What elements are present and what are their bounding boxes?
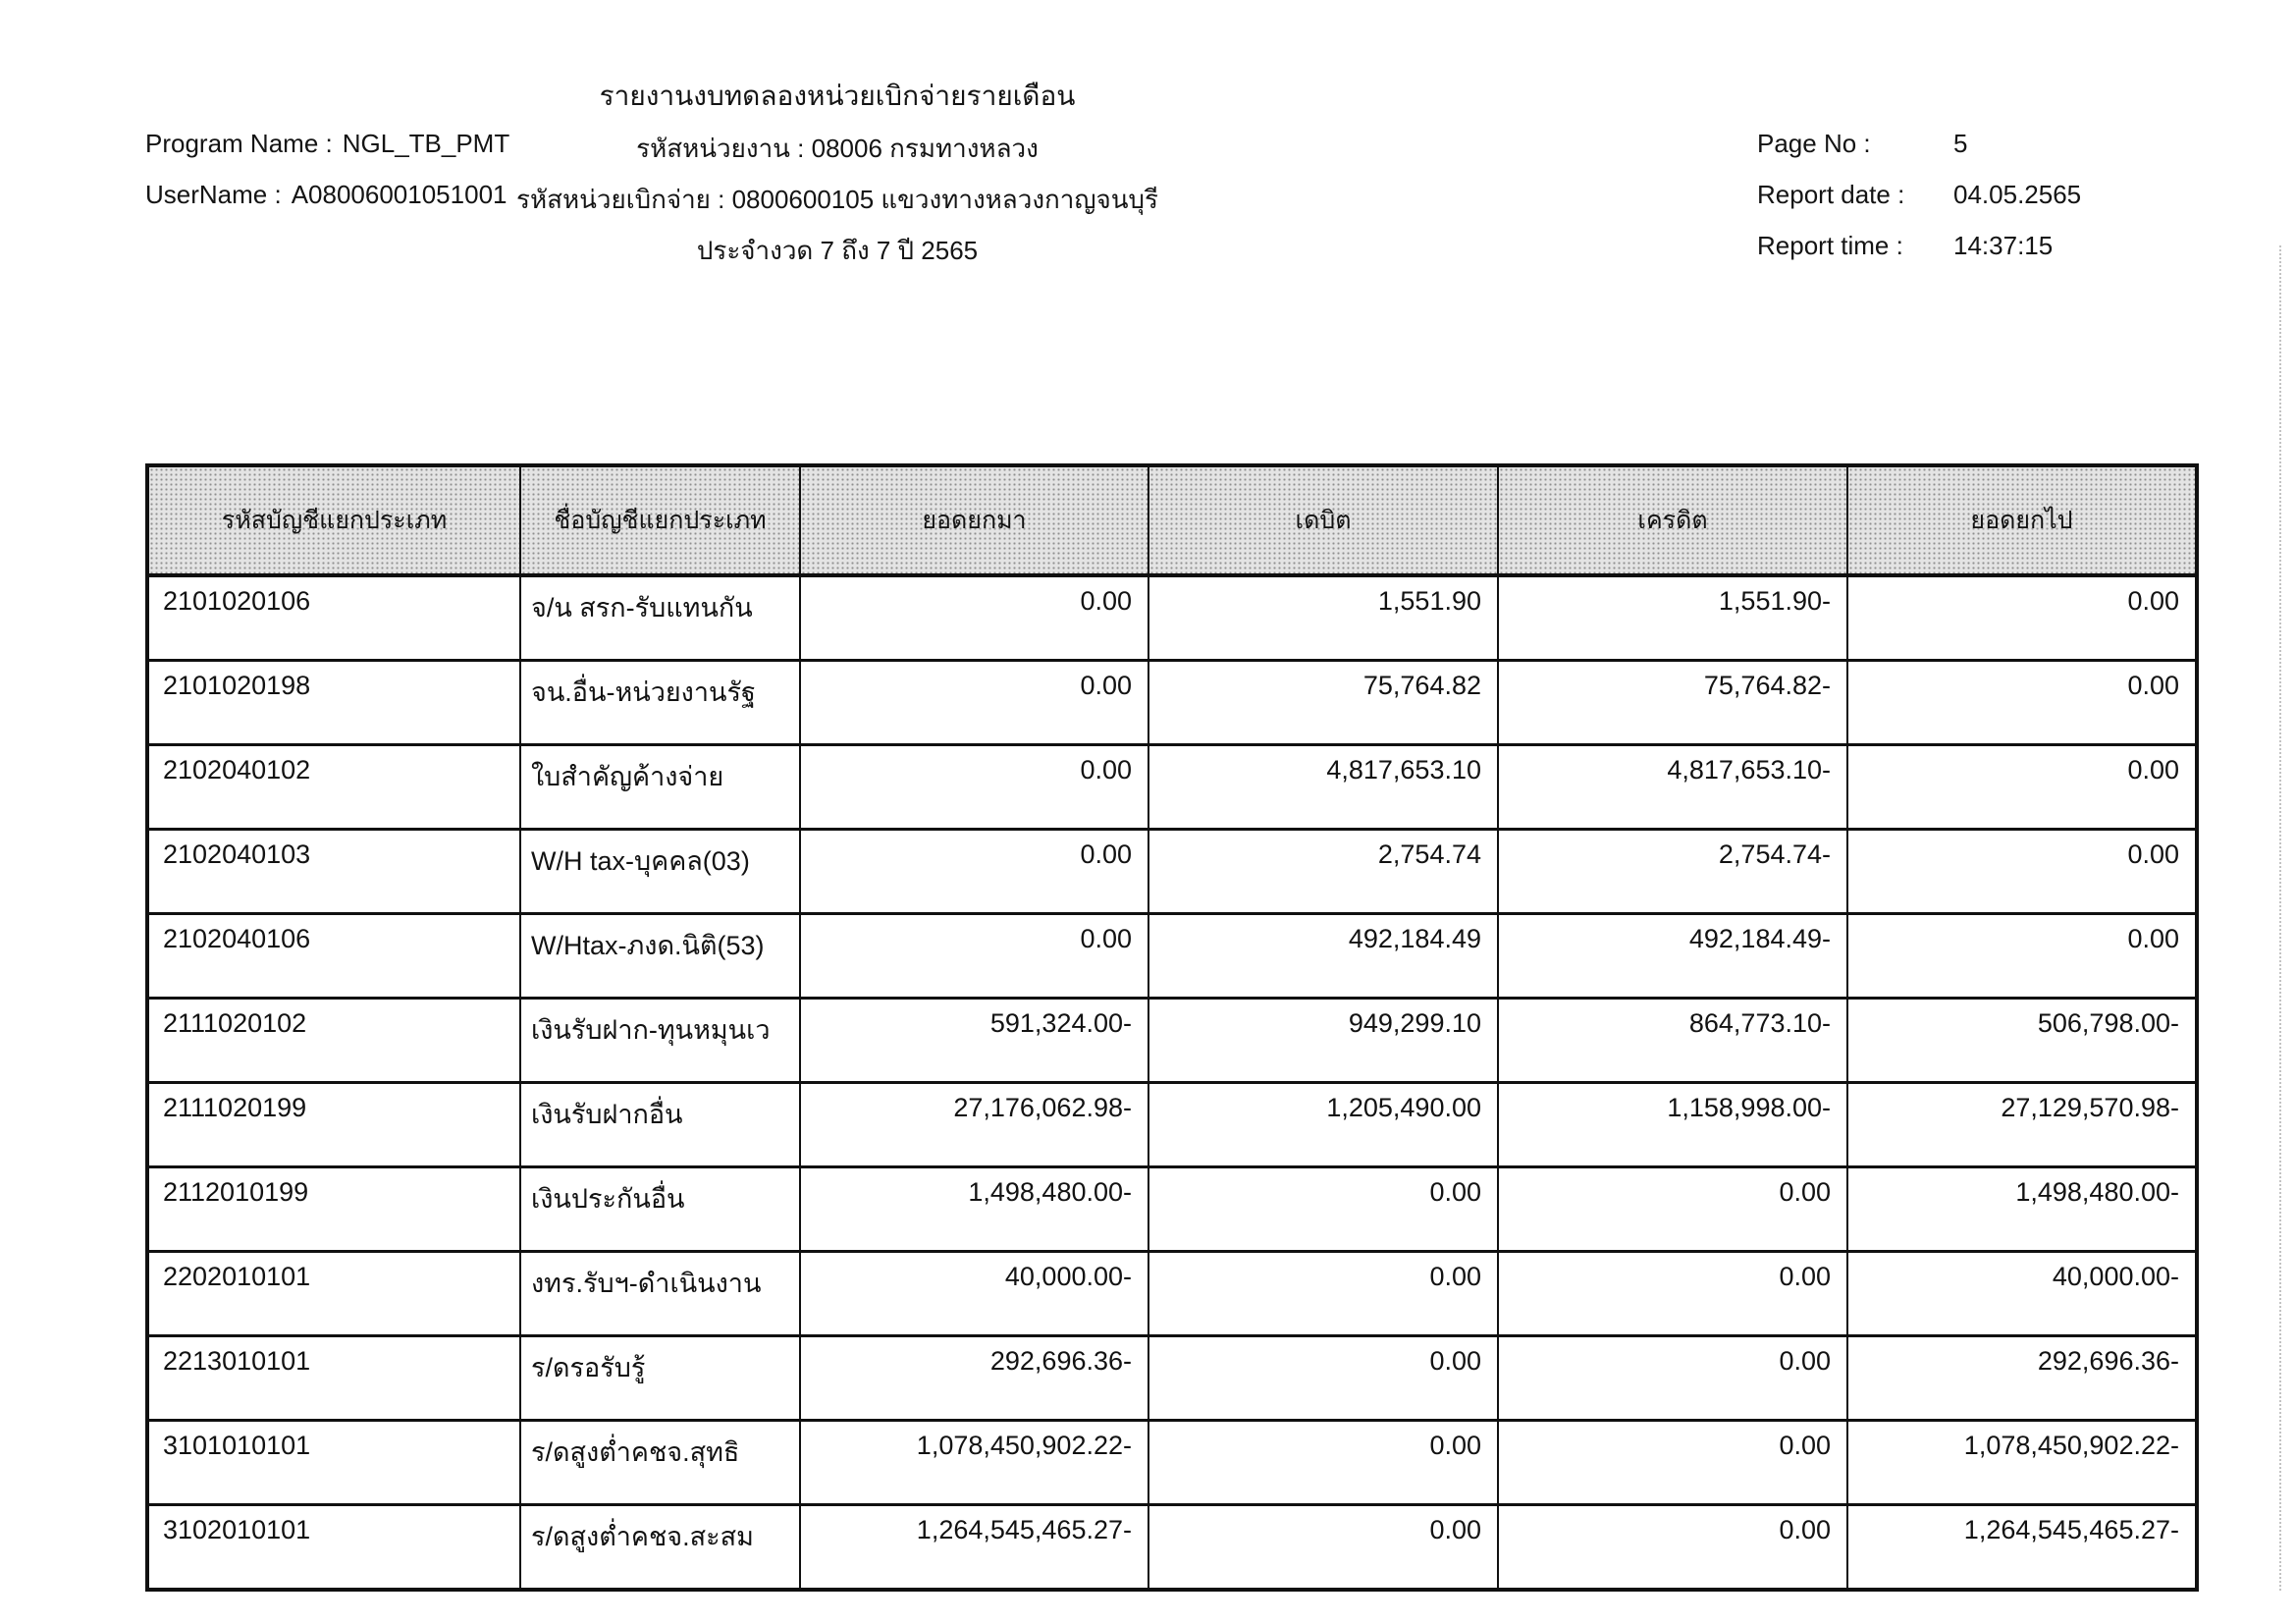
table-cell: 1,205,490.00 bbox=[1148, 1083, 1498, 1167]
report-time-line bbox=[1757, 231, 2053, 261]
table-cell: 1,551.90 bbox=[1148, 575, 1498, 661]
table-cell: W/Htax-ภงด.นิติ(53) bbox=[520, 914, 800, 999]
report-date-label: Report date : bbox=[1757, 180, 1905, 209]
table-row bbox=[147, 1083, 2197, 1167]
program-name-label: Program Name : bbox=[145, 129, 333, 158]
table-cell: 1,158,998.00- bbox=[1498, 1083, 1847, 1167]
table-row bbox=[147, 830, 2197, 914]
table-cell: 40,000.00- bbox=[1847, 1252, 2197, 1336]
disbursement-unit-line: รหัสหน่วยเบิกจ่าย : 0800600105 แขวงทางหลวงกาญจนบุรี bbox=[515, 185, 1158, 214]
table-cell: 1,264,545,465.27- bbox=[800, 1505, 1148, 1591]
page-edge-dotted-line bbox=[2279, 245, 2281, 1591]
table-cell: 0.00 bbox=[800, 745, 1148, 830]
table-cell: 864,773.10- bbox=[1498, 999, 1847, 1083]
table-cell: 0.00 bbox=[800, 830, 1148, 914]
table-cell: 1,078,450,902.22- bbox=[1847, 1421, 2197, 1505]
table-cell: 1,498,480.00- bbox=[800, 1167, 1148, 1252]
report-date-line bbox=[1757, 180, 2081, 210]
table-cell: เงินรับฝากอื่น bbox=[520, 1083, 800, 1167]
table-cell: 3101010101 bbox=[147, 1421, 520, 1505]
table-cell: 0.00 bbox=[1847, 914, 2197, 999]
table-cell: 0.00 bbox=[1847, 745, 2197, 830]
column-header-4: เครดิต bbox=[1498, 465, 1847, 575]
table-cell: งทร.รับฯ-ดำเนินงาน bbox=[520, 1252, 800, 1336]
column-header-5: ยอดยกไป bbox=[1847, 465, 2197, 575]
table-cell: 0.00 bbox=[1847, 830, 2197, 914]
table-cell: 492,184.49 bbox=[1148, 914, 1498, 999]
table-cell: 2,754.74 bbox=[1148, 830, 1498, 914]
table-cell: W/H tax-บุคคล(03) bbox=[520, 830, 800, 914]
table-cell: 0.00 bbox=[1498, 1505, 1847, 1591]
table-cell: จ/น สรก-รับแทนกัน bbox=[520, 575, 800, 661]
table-cell: 0.00 bbox=[1148, 1421, 1498, 1505]
page-no-line bbox=[1757, 129, 1967, 159]
table-cell: 506,798.00- bbox=[1847, 999, 2197, 1083]
table-cell: 0.00 bbox=[1148, 1252, 1498, 1336]
table-row bbox=[147, 1336, 2197, 1421]
table-cell: 0.00 bbox=[1148, 1505, 1498, 1591]
table-cell: 1,078,450,902.22- bbox=[800, 1421, 1148, 1505]
table-body bbox=[147, 575, 2197, 1590]
table-cell: 0.00 bbox=[800, 575, 1148, 661]
page-title: รายงานงบทดลองหน่วยเบิกจ่ายรายเดือน bbox=[599, 81, 1076, 111]
table-cell: 0.00 bbox=[800, 914, 1148, 999]
table-cell: 0.00 bbox=[1148, 1336, 1498, 1421]
program-name-value: NGL_TB_PMT bbox=[342, 129, 510, 158]
table-cell: 0.00 bbox=[1498, 1252, 1847, 1336]
table-cell: 75,764.82- bbox=[1498, 661, 1847, 745]
table-row bbox=[147, 914, 2197, 999]
table-cell: 2213010101 bbox=[147, 1336, 520, 1421]
table-row bbox=[147, 661, 2197, 745]
table-cell: 492,184.49- bbox=[1498, 914, 1847, 999]
table-cell: เงินประกันอื่น bbox=[520, 1167, 800, 1252]
table-header bbox=[147, 465, 2197, 575]
column-header-3: เดบิต bbox=[1148, 465, 1498, 575]
column-header-1: ชื่อบัญชีแยกประเภท bbox=[520, 465, 800, 575]
table-cell: 2112010199 bbox=[147, 1167, 520, 1252]
table-row bbox=[147, 999, 2197, 1083]
report-time-label: Report time : bbox=[1757, 231, 1903, 260]
table-cell: 2202010101 bbox=[147, 1252, 520, 1336]
table-cell: ร/ดรอรับรู้ bbox=[520, 1336, 800, 1421]
table-cell: 27,176,062.98- bbox=[800, 1083, 1148, 1167]
table-cell: 949,299.10 bbox=[1148, 999, 1498, 1083]
table-cell: 2102040103 bbox=[147, 830, 520, 914]
table-cell: 40,000.00- bbox=[800, 1252, 1148, 1336]
table-cell: เงินรับฝาก-ทุนหมุนเว bbox=[520, 999, 800, 1083]
table-cell: 0.00 bbox=[1498, 1336, 1847, 1421]
table-cell: 292,696.36- bbox=[800, 1336, 1148, 1421]
table-cell: ร/ดสูงต่ำคชจ.สะสม bbox=[520, 1505, 800, 1591]
page-no-label: Page No : bbox=[1757, 129, 1871, 158]
table-row bbox=[147, 1252, 2197, 1336]
period-line: ประจำงวด 7 ถึง 7 ปี 2565 bbox=[696, 236, 979, 265]
table-cell: 292,696.36- bbox=[1847, 1336, 2197, 1421]
table-cell: 591,324.00- bbox=[800, 999, 1148, 1083]
table-cell: 0.00 bbox=[1498, 1167, 1847, 1252]
table-cell: 1,551.90- bbox=[1498, 575, 1847, 661]
table-row bbox=[147, 1421, 2197, 1505]
report-time-value: 14:37:15 bbox=[1953, 231, 2054, 260]
agency-code-line: รหัสหน่วยงาน : 08006 กรมทางหลวง bbox=[636, 134, 1039, 163]
column-header-0: รหัสบัญชีแยกประเภท bbox=[147, 465, 520, 575]
table-cell: 2111020199 bbox=[147, 1083, 520, 1167]
table-cell: ร/ดสูงต่ำคชจ.สุทธิ bbox=[520, 1421, 800, 1505]
table-cell: จน.อื่น-หน่วยงานรัฐ bbox=[520, 661, 800, 745]
table-cell: 27,129,570.98- bbox=[1847, 1083, 2197, 1167]
table-cell: 2101020106 bbox=[147, 575, 520, 661]
table-cell: 2102040106 bbox=[147, 914, 520, 999]
table-cell: 4,817,653.10- bbox=[1498, 745, 1847, 830]
table-cell: 2111020102 bbox=[147, 999, 520, 1083]
table-cell: 1,264,545,465.27- bbox=[1847, 1505, 2197, 1591]
table-cell: 2,754.74- bbox=[1498, 830, 1847, 914]
table-cell: ใบสำคัญค้างจ่าย bbox=[520, 745, 800, 830]
username-value: A08006001051001 bbox=[291, 180, 507, 209]
table-row bbox=[147, 1167, 2197, 1252]
table-cell: 3102010101 bbox=[147, 1505, 520, 1591]
table-cell: 0.00 bbox=[800, 661, 1148, 745]
table-cell: 4,817,653.10 bbox=[1148, 745, 1498, 830]
report-date-value: 04.05.2565 bbox=[1953, 180, 2082, 209]
table-cell: 0.00 bbox=[1847, 575, 2197, 661]
table-header-row bbox=[147, 465, 2197, 575]
column-header-2: ยอดยกมา bbox=[800, 465, 1148, 575]
table-cell: 0.00 bbox=[1148, 1167, 1498, 1252]
table-cell: 0.00 bbox=[1847, 661, 2197, 745]
table-cell: 75,764.82 bbox=[1148, 661, 1498, 745]
trial-balance-table bbox=[145, 463, 2199, 1592]
table-cell: 1,498,480.00- bbox=[1847, 1167, 2197, 1252]
table-cell: 2101020198 bbox=[147, 661, 520, 745]
page-no-value: 5 bbox=[1953, 129, 1968, 158]
table-cell: 0.00 bbox=[1498, 1421, 1847, 1505]
table-row bbox=[147, 1505, 2197, 1591]
table-cell: 2102040102 bbox=[147, 745, 520, 830]
table-row bbox=[147, 575, 2197, 661]
table-row bbox=[147, 745, 2197, 830]
username-label: UserName : bbox=[145, 180, 282, 209]
